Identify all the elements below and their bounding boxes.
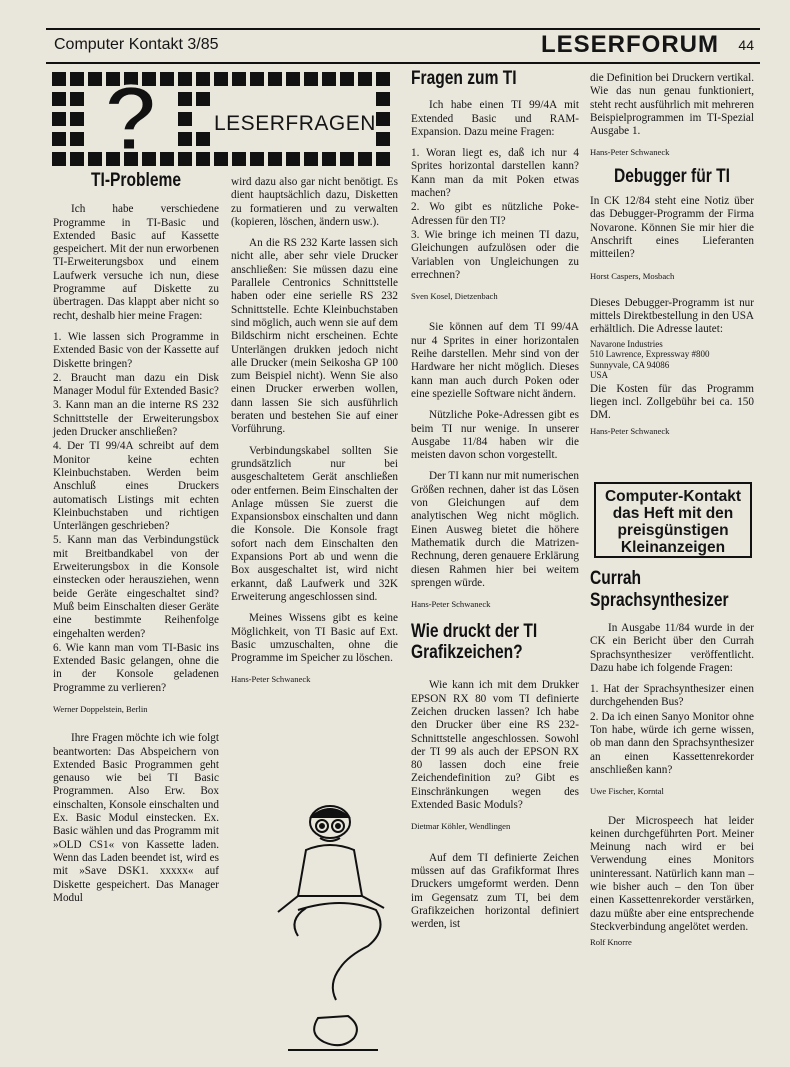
address-line: 510 Lawrence, Expressway #800 [590, 349, 710, 360]
article-title-ti-probleme: TI-Probleme [90, 170, 182, 191]
column-2 [231, 176, 398, 697]
address-line: USA [590, 370, 609, 381]
signature: Hans-Peter Schwaneck [590, 425, 670, 436]
article-text: Dieses Debugger-Programm ist nur mittels Direktbestellung in den USA erhältlich. Die Adresse lautet: [590, 296, 754, 336]
list-item: 4. Der TI 99/4A schreibt auf dem Monitor keine echten Kleinbuchstaben. Werden beim Anschluß eines Druckers automatisch Listings mit echten Kleinbuchstaben und richtigen Unterlängen geschrieben? [53, 440, 219, 533]
article-text: Sie können auf dem TI 99/4A nur 4 Sprites in einer horizontalen Reihe darstellen. Mehr sind von der Hardware her nicht möglich. Dieses kann man auch durch Poken oder eine spezielle Software nicht ändern. [411, 321, 579, 400]
list-item: 2. Wo gibt es nützliche Poke-Adressen für den TI? [411, 201, 579, 227]
address-line: Sunnyvale, CA 94086 [590, 359, 670, 370]
article-text: Ich habe einen TI 99/4A mit Extended Basic und RAM-Expansion. Dazu meine Fragen: [411, 99, 579, 138]
signature: Werner Doppelstein, Berlin [53, 703, 148, 714]
title-line: Sprachsynthesizer [590, 590, 729, 611]
question-list [590, 683, 754, 777]
page-number: 44 [738, 37, 754, 53]
article-text: In CK 12/84 steht eine Notiz über das Debugger-Programm der Firma Novarone. Können Sie mir hier die Anschrift eines Lieferanten mitteilen? [590, 195, 754, 261]
list-item: 1. Wie lassen sich Programme in Extended Basic von der Kassette auf Diskette bringen? [53, 330, 219, 370]
article-title-debugger: Debugger für TI [613, 165, 730, 187]
address-block [590, 339, 754, 381]
ad-line: Kleinanzeigen [620, 539, 726, 556]
banner-question-mark: ? [102, 72, 160, 168]
ad-line: preisgünstigen [617, 522, 729, 539]
column-3 [411, 68, 579, 939]
article-text: In Ausgabe 11/84 wurde in der CK ein Bericht über den Currah Sprachsynthesizer veröffentlicht. Dazu habe ich folgende Fragen: [590, 622, 754, 674]
thinking-figure-illustration [258, 800, 408, 1062]
signature: Dietmar Köhler, Wendlingen [411, 821, 511, 832]
leserfragen-banner [52, 72, 400, 168]
list-item: 1. Woran liegt es, daß ich nur 4 Sprites horizontal darstellen kann? Kann man da mit Poken etwas machen? [411, 147, 579, 200]
ad-line: das Heft mit den [612, 505, 734, 522]
list-item: 2. Da ich einen Sanyo Monitor ohne Ton habe, würde ich gerne wissen, ob man dann den Sprachsynthesizer an einen Kassettenrekorder anschließen kann? [590, 710, 754, 776]
article-title-fragen-zum-ti: Fragen zum TI [411, 68, 517, 89]
title-line: Currah [590, 568, 642, 589]
column-4-lower [590, 568, 754, 960]
signature: Uwe Fischer, Korntal [590, 786, 664, 797]
article-text: Wie kann ich mit dem Drukker EPSON RX 80 vom TI definierte Zeichen drucken lassen? Ich habe den Drucker über eine RS 232-Schnittstelle angeschlossen. Sowohl der TI 99 als auch der EPSON RX 80 lassen doch eine freie Zeichendefinition zu? Gibt es Einschränkungen wegen des Extended Basic Moduls? [411, 679, 579, 812]
list-item: 1. Hat der Sprachsynthesizer einen durchgehenden Bus? [590, 683, 754, 709]
signature: Hans-Peter Schwaneck [590, 147, 670, 158]
signature: Horst Caspers, Mosbach [590, 270, 675, 281]
list-item: 6. Wie kann man vom TI-Basic ins Extended Basic gelangen, ohne die in der Konsole geladenen Programme zu verlieren? [53, 641, 219, 694]
article-text: die Definition bei Druckern vertikal. Wie das nun genau funktioniert, steht recht ausführlich mit mehreren Beispielprogrammen im TI-Spezial Ausgabe 1. [590, 72, 754, 138]
article-text: Nützliche Poke-Adressen gibt es beim TI nur wenige. In unserer Ausgabe 11/84 haben wir die meisten davon schon vorgestellt. [411, 409, 579, 462]
section-title: LESERFORUM [541, 31, 719, 58]
article-text: An die RS 232 Karte lassen sich nicht alle, aber sehr viele Drucker anschließen: Sie müssen dazu eine Parallele Centronics Schnittstelle haben oder eine serielle RS 232 Schnittstelle. Echte Kleinbuchstaben sind möglich, auch wenn sie auf dem Bildschirm nicht erscheinen. Echte Unterlängen drukken jedoch nicht alle Drucker (mein Seikosha GP 100 zum Beispiel nicht). Wenn Sie also einen Drucker erwerben wollen, dann lassen Sie sich ausführlich beraten und bestehen Sie auf einer Vorführung. [231, 237, 398, 436]
magazine-issue: Computer Kontakt 3/85 [54, 36, 219, 53]
ad-line: Computer-Kontakt [604, 488, 742, 505]
list-item: 3. Kann man an die interne RS 232 Schnittstelle der Erweiterungsbox jeden Drucker anschließen? [53, 399, 219, 439]
article-text: Auf dem TI definierte Zeichen müssen auf das Grafikformat Ihres Druckers umgeformt werden. Denn im Gegensatz zum TI, bei dem Grafikzeichen horizontal definiert werden, ist [411, 851, 579, 931]
article-text: Der Microspeech hat leider keinen durchgeführten Port. Meiner Meinung nach wird er bei Verwendung eines Monitors uninteressant. Natürlich kann man – wie bisher auch – den Ton über einen Kassettenrekorder verstärken, dazu müßte aber eine entsprechende Steckverbindung angelötet werden. [590, 814, 754, 933]
signature: Rolf Knorre [590, 937, 632, 948]
signature: Hans-Peter Schwaneck [231, 674, 311, 685]
signature: Hans-Peter Schwaneck [411, 599, 491, 610]
title-line: Grafikzeichen? [411, 642, 523, 664]
article-text: wird dazu also gar nicht benötigt. Es dient hauptsächlich dazu, Disketten zu formatieren und zu verwalten (kopieren, löschen, ändern usw.). [231, 176, 398, 228]
signature: Sven Kosel, Dietzenbach [411, 291, 498, 302]
column-4 [590, 72, 754, 448]
article-text: Ich habe verschiedene Programme in TI-Basic und Extended Basic auf Kassette gespeichert. Mit der nun erworbenen TI-Erweiterungsbox und einem Laufwerk versuche ich nun, diese Programme auf Diskette zu übertragen. Das klappt aber nicht so recht, deshalb hier meine Fragen: [53, 203, 219, 322]
question-list [411, 147, 579, 282]
article-title-currah [590, 568, 729, 612]
article-text: Die Kosten für das Programm liegen incl. Zollgebühr bei ca. 150 DM. [590, 382, 754, 422]
article-text: Der TI kann nur mit numerischen Größen rechnen, daher ist das Lösen von Gleichungen auf dem analytischen Weg nicht möglich. Einen Ausweg bietet die höhere Mathematik durch die Matrizen-Rechnung, deren genauere Erklärung diesen Rahmen hier bei weitem sprengen würde. [411, 470, 579, 589]
article-title-grafikzeichen [411, 621, 549, 663]
question-list [53, 331, 219, 695]
article-text: Verbindungskabel sollten Sie grundsätzlich nur bei ausgeschaltetem Gerät anschließen oder entfernen. Beim Einschalten der Anlage müssen Sie zuerst die Expansionsbox einschalten und dann die Konsole. Die Konsole fragt sofort nach dem Einschalten den Expansions Port ab und wenn die Box ausgeschaltet ist, wird nicht erkannt, daß Laufwerk und 32K Erweiterung angeschlossen sind. [231, 444, 398, 603]
title-line: Wie druckt der TI [411, 621, 538, 643]
article-text: Ihre Fragen möchte ich wie folgt beantworten: Das Abspeichern von Extended Basic Programmen geht genauso wie bei TI Basic Programmen. Also Erw. Box einschalten, Konsole einschalten und Ex. Basic Modul einstecken. Ex. Basic wählen und das Programm mit »OLD CS1« von Kassette laden. Wenn das Laden beendet ist, wird es mit »Save DSK1. xxxxx« auf Diskette gespeichert. Das Manager Modul [53, 732, 219, 904]
list-item: 5. Kann man das Verbindungstück mit Breitbandkabel von der Erweiterungsbox in die Konsole einstecken oder herausziehen, wenn beide Geräte eingeschaltet sind? Muß beim Einschalten dieser Geräte eine bestimmte Reihenfolge eingehalten werden? [53, 534, 219, 640]
column-1 [53, 170, 219, 913]
address-line: Navarone Industries [590, 338, 663, 349]
article-text: Meines Wissens gibt es keine Möglichkeit, von TI Basic auf Ext. Basic umzuschalten, ohne die Programme im Speicher zu löschen. [231, 612, 398, 665]
classifieds-ad-box [594, 482, 752, 558]
banner-label: LESERFRAGEN [214, 112, 376, 135]
list-item: 2. Braucht man dazu ein Disk Manager Modul für Extended Basic? [53, 371, 219, 398]
page-header [46, 28, 760, 64]
list-item: 3. Wie bringe ich meinen TI dazu, Gleichungen aufzulösen oder die Variablen von Ungleichungen zu errechnen? [411, 228, 579, 281]
